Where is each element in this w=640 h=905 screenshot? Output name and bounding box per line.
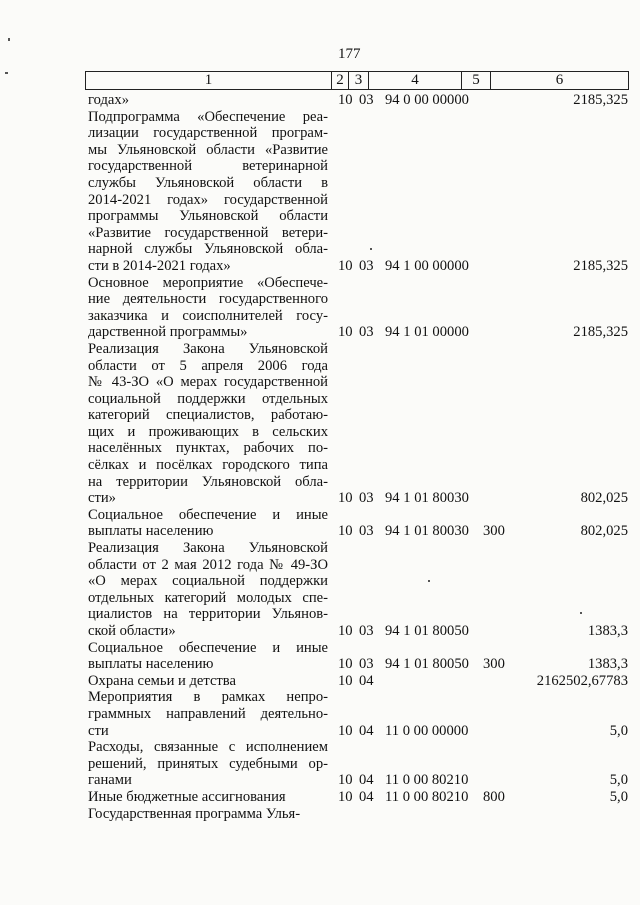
row-razdel: 10	[338, 772, 353, 789]
budget-table	[88, 92, 628, 822]
header-col-4: 4	[369, 72, 462, 89]
row-name-line: «Развитие государственной ветери-	[88, 224, 328, 241]
row-podrazdel: 04	[359, 672, 374, 689]
table-row	[88, 507, 628, 540]
row-name-line: Государственная программа Улья-	[88, 805, 301, 822]
row-razdel: 10	[338, 523, 353, 540]
row-name	[88, 739, 328, 789]
row-amount: 2185,325	[573, 324, 628, 341]
row-name	[88, 789, 328, 806]
row-target-article: 11 0 00 80210	[385, 788, 469, 805]
row-name-line: мы Ульяновской области «Развитие	[88, 141, 328, 158]
row-amount: 5,0	[609, 788, 628, 805]
row-podrazdel: 03	[359, 623, 374, 639]
row-podrazdel: 03	[359, 257, 374, 274]
row-podrazdel: 03	[359, 92, 374, 108]
row-name-line: выплаты населению	[88, 656, 214, 673]
row-name-line: Охрана семьи и детства	[88, 672, 236, 689]
row-target-article: 94 1 01 80030	[385, 490, 469, 507]
row-razdel: 10	[338, 623, 353, 639]
row-amount: 802,025	[580, 490, 628, 507]
row-target-article: 11 0 00 80210	[385, 772, 469, 789]
table-row	[88, 689, 628, 739]
row-razdel: 10	[338, 490, 353, 507]
row-name-line: Основное мероприятие «Обеспече-	[88, 274, 328, 291]
row-razdel: 10	[338, 788, 353, 805]
row-name-line: Подпрограмма «Обеспечение реа-	[88, 108, 328, 125]
row-amount: 5,0	[609, 772, 628, 789]
header-col-6: 6	[555, 72, 564, 88]
row-name-line: заказчика и соисполнителей госу-	[88, 307, 328, 324]
row-amount: 5,0	[609, 722, 628, 739]
row-name-line: отдельных категорий молодых спе-	[88, 589, 328, 606]
row-name	[88, 540, 328, 640]
row-podrazdel: 03	[359, 656, 374, 673]
table-row	[88, 109, 628, 275]
table-row	[88, 540, 628, 640]
row-razdel: 10	[338, 324, 353, 341]
row-name-line: категорий специалистов, работаю-	[88, 407, 328, 424]
row-target-article: 94 1 01 80030	[385, 523, 469, 540]
table-header	[85, 71, 629, 90]
row-name-line: ганами	[88, 772, 132, 789]
row-razdel: 10	[338, 672, 353, 689]
row-expense-type: 800	[483, 788, 505, 805]
row-name-line: граммных направлений деятельно-	[88, 705, 328, 722]
row-target-article: 94 0 00 00000	[385, 92, 469, 108]
row-name-line: населённых пунктах, рабочих по-	[88, 440, 328, 457]
row-name-line: области от 5 апреля 2006 года	[88, 357, 328, 374]
header-col-1: 1	[86, 72, 332, 89]
row-name-line: сти»	[88, 490, 116, 507]
row-name-line: программы Ульяновской области	[88, 208, 328, 225]
row-name-line: государственной ветеринарной	[88, 158, 328, 175]
row-name-line: выплаты населению	[88, 523, 214, 540]
row-name-line: лизации государственной програм-	[88, 125, 328, 142]
row-name-line: нарной службы Ульяновской обла-	[88, 241, 328, 258]
row-name-line: Реализация Закона Ульяновской	[88, 540, 328, 557]
row-expense-type: 300	[483, 656, 505, 673]
row-name-line: ние деятельности государственного	[88, 291, 328, 308]
row-name-line: службы Ульяновской области в	[88, 174, 328, 191]
row-name-line: ской области»	[88, 623, 176, 639]
header-col-5: 5	[462, 72, 491, 89]
row-name-line: сёлках и посёлках городского типа	[88, 457, 328, 474]
row-name	[88, 92, 328, 109]
row-name-line: дарственной программы»	[88, 324, 248, 341]
row-name-line: № 43-ЗО «О мерах государственной	[88, 374, 328, 391]
header-col-3: 3	[349, 72, 369, 89]
row-name-line: «О мерах социальной поддержки	[88, 573, 328, 590]
scan-speck	[5, 72, 8, 74]
table-row	[88, 806, 628, 823]
row-name-line: Социальное обеспечение и иные	[88, 506, 328, 523]
row-name-line: Расходы, связанные с исполнением	[88, 739, 328, 756]
table-row	[88, 275, 628, 341]
row-amount: 2162502,67783	[536, 672, 628, 689]
row-amount: 2185,325	[573, 92, 628, 108]
row-name-line: социальной поддержки отдельных	[88, 390, 328, 407]
row-target-article: 11 0 00 00000	[385, 722, 469, 739]
table-row	[88, 92, 628, 109]
row-name-line: годах»	[88, 92, 129, 108]
row-razdel: 10	[338, 92, 353, 108]
row-name-line: Реализация Закона Ульяновской	[88, 340, 328, 357]
table-row	[88, 341, 628, 507]
table-row	[88, 673, 628, 690]
row-target-article: 94 1 01 80050	[385, 656, 469, 673]
row-podrazdel: 04	[359, 772, 374, 789]
row-name-line: Иные бюджетные ассигнования	[88, 788, 286, 805]
row-amount: 1383,3	[587, 623, 628, 639]
table-row	[88, 739, 628, 789]
row-podrazdel: 03	[359, 324, 374, 341]
page-number: 177	[338, 46, 361, 62]
row-podrazdel: 04	[359, 788, 374, 805]
row-expense-type: 300	[483, 523, 505, 540]
row-razdel: 10	[338, 257, 353, 274]
row-name	[88, 275, 328, 341]
row-amount: 1383,3	[587, 656, 628, 673]
row-name-line: щих и проживающих в сельских	[88, 423, 328, 440]
row-name	[88, 341, 328, 507]
scan-speck	[8, 38, 10, 41]
row-podrazdel: 04	[359, 722, 374, 739]
table-row	[88, 789, 628, 806]
row-name-line: области от 2 мая 2012 года № 49-ЗО	[88, 556, 328, 573]
row-name	[88, 507, 328, 540]
row-podrazdel: 03	[359, 490, 374, 507]
row-target-article: 94 1 00 00000	[385, 257, 469, 274]
row-amount: 2185,325	[573, 257, 628, 274]
row-target-article: 94 1 01 80050	[385, 623, 469, 639]
row-name-line: Социальное обеспечение и иные	[88, 639, 328, 656]
row-podrazdel: 03	[359, 523, 374, 540]
row-name	[88, 640, 328, 673]
row-name-line: на территории Ульяновской обла-	[88, 473, 328, 490]
row-name	[88, 673, 328, 690]
table-row	[88, 640, 628, 673]
row-razdel: 10	[338, 656, 353, 673]
row-name	[88, 109, 328, 275]
row-razdel: 10	[338, 722, 353, 739]
row-name-line: 2014-2021 годах» государственной	[88, 191, 328, 208]
row-name	[88, 689, 328, 739]
row-name-line: решений, принятых судебными ор-	[88, 755, 328, 772]
header-col-2: 2	[332, 72, 349, 89]
row-name	[88, 806, 328, 823]
row-amount: 802,025	[580, 523, 628, 540]
row-name-line: сти в 2014-2021 годах»	[88, 257, 231, 274]
row-name-line: циалистов на территории Ульянов-	[88, 606, 328, 623]
row-name-line: сти	[88, 722, 109, 739]
row-target-article: 94 1 01 00000	[385, 324, 469, 341]
row-name-line: Мероприятия в рамках непро-	[88, 689, 328, 706]
